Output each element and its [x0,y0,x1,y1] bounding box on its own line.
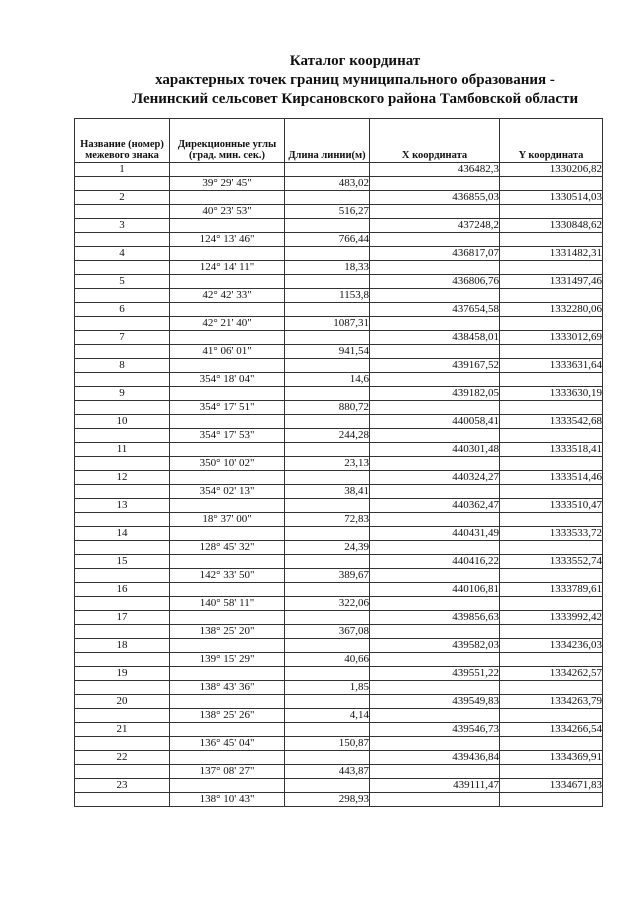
x-coordinate: 436817,07 [370,247,500,261]
y-coordinate: 1333631,64 [500,359,603,373]
y-coordinate: 1334266,54 [500,723,603,737]
direction-angle: 39° 29' 45" [170,177,285,191]
empty-cell [285,219,370,233]
empty-cell [75,233,170,247]
empty-cell [285,275,370,289]
empty-cell [170,779,285,793]
empty-cell [75,513,170,527]
line-length: 40,66 [285,653,370,667]
point-name: 1 [75,163,170,177]
segment-row [75,485,603,499]
point-row [75,639,603,653]
point-name: 23 [75,779,170,793]
segment-row [75,541,603,555]
empty-cell [170,471,285,485]
title-line-2: характерных точек границ муниципального образования - [155,72,555,88]
empty-cell [370,681,500,695]
y-coordinate: 1333552,74 [500,555,603,569]
empty-cell [370,737,500,751]
point-row [75,611,603,625]
x-coordinate: 440106,81 [370,583,500,597]
empty-cell [370,485,500,499]
empty-cell [170,499,285,513]
empty-cell [75,177,170,191]
line-length: 483,02 [285,177,370,191]
direction-angle: 354° 17' 51" [170,401,285,415]
x-coordinate: 439551,22 [370,667,500,681]
empty-cell [285,331,370,345]
line-length: 14,6 [285,373,370,387]
line-length: 516,27 [285,205,370,219]
direction-angle: 138° 25' 20" [170,625,285,639]
empty-cell [170,387,285,401]
y-coordinate: 1330206,82 [500,163,603,177]
line-length: 1153,8 [285,289,370,303]
x-coordinate: 439111,47 [370,779,500,793]
point-row [75,555,603,569]
direction-angle: 354° 18' 04" [170,373,285,387]
empty-cell [370,373,500,387]
empty-cell [500,345,603,359]
line-length: 367,08 [285,625,370,639]
coordinates-table [74,118,603,807]
direction-angle: 138° 25' 26" [170,709,285,723]
empty-cell [500,373,603,387]
empty-cell [500,401,603,415]
empty-cell [500,737,603,751]
empty-cell [170,639,285,653]
empty-cell [75,261,170,275]
segment-row [75,429,603,443]
direction-angle: 350° 10' 02" [170,457,285,471]
y-coordinate: 1333992,42 [500,611,603,625]
segment-row [75,765,603,779]
empty-cell [370,597,500,611]
x-coordinate: 440362,47 [370,499,500,513]
empty-cell [370,793,500,807]
empty-cell [285,555,370,569]
empty-cell [170,191,285,205]
y-coordinate: 1333514,46 [500,471,603,485]
table-header-row [75,119,603,163]
empty-cell [170,667,285,681]
empty-cell [75,541,170,555]
header-y: Y координата [500,119,603,163]
empty-cell [370,709,500,723]
empty-cell [75,569,170,583]
x-coordinate: 436482,3 [370,163,500,177]
empty-cell [370,317,500,331]
empty-cell [170,219,285,233]
point-row [75,359,603,373]
empty-cell [170,331,285,345]
line-length: 1087,31 [285,317,370,331]
segment-row [75,177,603,191]
empty-cell [500,177,603,191]
y-coordinate: 1333518,41 [500,443,603,457]
direction-angle: 42° 42' 33" [170,289,285,303]
empty-cell [170,751,285,765]
segment-row [75,261,603,275]
segment-row [75,513,603,527]
point-row [75,471,603,485]
segment-row [75,653,603,667]
x-coordinate: 440431,49 [370,527,500,541]
direction-angle: 138° 43' 36" [170,681,285,695]
empty-cell [285,415,370,429]
x-coordinate: 437248,2 [370,219,500,233]
line-length: 1,85 [285,681,370,695]
point-name: 13 [75,499,170,513]
line-length: 24,39 [285,541,370,555]
empty-cell [285,443,370,457]
direction-angle: 128° 45' 32" [170,541,285,555]
point-row [75,191,603,205]
segment-row [75,233,603,247]
line-length: 766,44 [285,233,370,247]
line-length: 244,28 [285,429,370,443]
empty-cell [170,583,285,597]
empty-cell [500,205,603,219]
empty-cell [500,569,603,583]
empty-cell [500,317,603,331]
direction-angle: 354° 02' 13" [170,485,285,499]
empty-cell [75,765,170,779]
y-coordinate: 1331482,31 [500,247,603,261]
direction-angle: 137° 08' 27" [170,765,285,779]
empty-cell [370,233,500,247]
empty-cell [500,653,603,667]
empty-cell [75,625,170,639]
empty-cell [170,527,285,541]
empty-cell [285,723,370,737]
empty-cell [500,289,603,303]
empty-cell [500,793,603,807]
empty-cell [285,191,370,205]
empty-cell [285,247,370,261]
point-name: 9 [75,387,170,401]
direction-angle: 354° 17' 53" [170,429,285,443]
line-length: 880,72 [285,401,370,415]
empty-cell [500,625,603,639]
segment-row [75,569,603,583]
empty-cell [75,205,170,219]
empty-cell [500,261,603,275]
point-name: 11 [75,443,170,457]
empty-cell [285,779,370,793]
empty-cell [370,401,500,415]
empty-cell [170,555,285,569]
point-name: 17 [75,611,170,625]
empty-cell [370,457,500,471]
point-row [75,387,603,401]
empty-cell [285,499,370,513]
point-name: 22 [75,751,170,765]
y-coordinate: 1334671,83 [500,779,603,793]
line-length: 23,13 [285,457,370,471]
empty-cell [285,387,370,401]
point-row [75,695,603,709]
point-row [75,779,603,793]
point-row [75,443,603,457]
document-title [60,52,640,109]
empty-cell [75,653,170,667]
empty-cell [170,359,285,373]
y-coordinate: 1333510,47 [500,499,603,513]
point-row [75,723,603,737]
empty-cell [370,261,500,275]
y-coordinate: 1332280,06 [500,303,603,317]
empty-cell [285,163,370,177]
empty-cell [170,303,285,317]
direction-angle: 138° 10' 43" [170,793,285,807]
point-name: 12 [75,471,170,485]
point-name: 19 [75,667,170,681]
empty-cell [285,611,370,625]
direction-angle: 18° 37' 00" [170,513,285,527]
empty-cell [500,429,603,443]
point-name: 20 [75,695,170,709]
empty-cell [170,415,285,429]
empty-cell [170,275,285,289]
point-name: 10 [75,415,170,429]
point-name: 4 [75,247,170,261]
point-row [75,303,603,317]
header-length: Длина линии(м) [285,119,370,163]
segment-row [75,681,603,695]
title-line-1: Каталог координат [289,53,421,69]
point-row [75,527,603,541]
segment-row [75,457,603,471]
empty-cell [370,205,500,219]
segment-row [75,793,603,807]
segment-row [75,737,603,751]
segment-row [75,289,603,303]
empty-cell [75,709,170,723]
y-coordinate: 1334236,03 [500,639,603,653]
empty-cell [285,751,370,765]
direction-angle: 139° 15' 29" [170,653,285,667]
header-x: X координата [370,119,500,163]
empty-cell [75,289,170,303]
empty-cell [75,429,170,443]
x-coordinate: 440058,41 [370,415,500,429]
point-name: 5 [75,275,170,289]
empty-cell [170,163,285,177]
empty-cell [370,653,500,667]
empty-cell [170,723,285,737]
point-row [75,163,603,177]
point-name: 14 [75,527,170,541]
segment-row [75,401,603,415]
empty-cell [500,541,603,555]
table-body [75,163,603,807]
point-row [75,751,603,765]
empty-cell [500,597,603,611]
empty-cell [500,765,603,779]
point-row [75,331,603,345]
empty-cell [75,793,170,807]
y-coordinate: 1333630,19 [500,387,603,401]
line-length: 298,93 [285,793,370,807]
direction-angle: 136° 45' 04" [170,737,285,751]
x-coordinate: 436806,76 [370,275,500,289]
point-row [75,219,603,233]
point-name: 16 [75,583,170,597]
direction-angle: 41° 06' 01" [170,345,285,359]
x-coordinate: 438458,01 [370,331,500,345]
point-row [75,499,603,513]
empty-cell [370,177,500,191]
empty-cell [75,681,170,695]
y-coordinate: 1333789,61 [500,583,603,597]
segment-row [75,597,603,611]
line-length: 389,67 [285,569,370,583]
segment-row [75,709,603,723]
empty-cell [370,765,500,779]
direction-angle: 142° 33' 50" [170,569,285,583]
x-coordinate: 440301,48 [370,443,500,457]
empty-cell [500,681,603,695]
empty-cell [500,485,603,499]
empty-cell [170,443,285,457]
empty-cell [75,401,170,415]
point-name: 2 [75,191,170,205]
point-name: 8 [75,359,170,373]
direction-angle: 42° 21' 40" [170,317,285,331]
empty-cell [75,737,170,751]
y-coordinate: 1334262,57 [500,667,603,681]
empty-cell [370,289,500,303]
line-length: 72,83 [285,513,370,527]
empty-cell [285,667,370,681]
empty-cell [500,709,603,723]
empty-cell [75,345,170,359]
empty-cell [500,457,603,471]
y-coordinate: 1334263,79 [500,695,603,709]
line-length: 150,87 [285,737,370,751]
empty-cell [370,513,500,527]
header-angle: Дирекционные углы (град. мин. сек.) [170,119,285,163]
empty-cell [75,373,170,387]
x-coordinate: 436855,03 [370,191,500,205]
point-name: 3 [75,219,170,233]
y-coordinate: 1333542,68 [500,415,603,429]
point-row [75,247,603,261]
direction-angle: 124° 13' 46" [170,233,285,247]
empty-cell [370,541,500,555]
segment-row [75,205,603,219]
line-length: 38,41 [285,485,370,499]
x-coordinate: 440324,27 [370,471,500,485]
x-coordinate: 439436,84 [370,751,500,765]
segment-row [75,625,603,639]
point-row [75,583,603,597]
line-length: 941,54 [285,345,370,359]
y-coordinate: 1330848,62 [500,219,603,233]
point-name: 6 [75,303,170,317]
segment-row [75,345,603,359]
x-coordinate: 439167,52 [370,359,500,373]
empty-cell [285,359,370,373]
x-coordinate: 439856,63 [370,611,500,625]
point-row [75,667,603,681]
empty-cell [285,639,370,653]
point-row [75,415,603,429]
point-row [75,275,603,289]
empty-cell [500,233,603,247]
y-coordinate: 1333533,72 [500,527,603,541]
line-length: 18,33 [285,261,370,275]
line-length: 322,06 [285,597,370,611]
empty-cell [75,317,170,331]
empty-cell [75,597,170,611]
x-coordinate: 440416,22 [370,555,500,569]
x-coordinate: 437654,58 [370,303,500,317]
empty-cell [285,471,370,485]
empty-cell [370,429,500,443]
empty-cell [370,625,500,639]
segment-row [75,317,603,331]
x-coordinate: 439582,03 [370,639,500,653]
empty-cell [285,695,370,709]
empty-cell [170,695,285,709]
empty-cell [285,303,370,317]
title-line-3: Ленинский сельсовет Кирсановского района Тамбовской области [131,91,579,107]
y-coordinate: 1331497,46 [500,275,603,289]
y-coordinate: 1334369,91 [500,751,603,765]
direction-angle: 140° 58' 11" [170,597,285,611]
x-coordinate: 439182,05 [370,387,500,401]
line-length: 443,87 [285,765,370,779]
direction-angle: 40° 23' 53" [170,205,285,219]
point-name: 18 [75,639,170,653]
empty-cell [170,247,285,261]
empty-cell [75,457,170,471]
x-coordinate: 439549,83 [370,695,500,709]
empty-cell [370,345,500,359]
x-coordinate: 439546,73 [370,723,500,737]
empty-cell [75,485,170,499]
line-length: 4,14 [285,709,370,723]
point-name: 21 [75,723,170,737]
point-name: 7 [75,331,170,345]
y-coordinate: 1330514,03 [500,191,603,205]
empty-cell [370,569,500,583]
empty-cell [285,527,370,541]
empty-cell [170,611,285,625]
direction-angle: 124° 14' 11" [170,261,285,275]
point-name: 15 [75,555,170,569]
empty-cell [500,513,603,527]
segment-row [75,373,603,387]
empty-cell [285,583,370,597]
y-coordinate: 1333012,69 [500,331,603,345]
header-name: Название (номер) межевого знака [75,119,170,163]
